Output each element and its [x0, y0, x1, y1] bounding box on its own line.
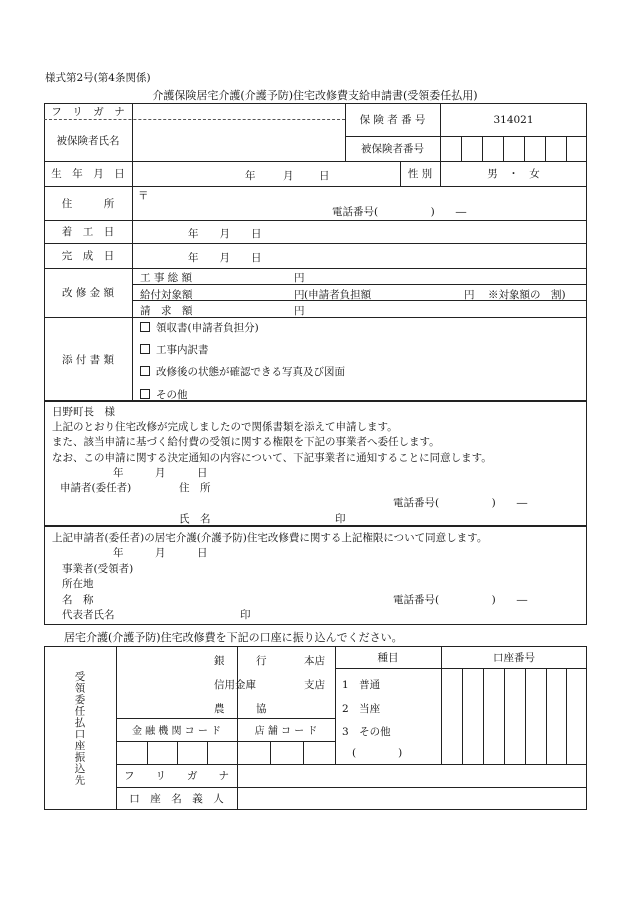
completion-date: 年 月 日 [188, 252, 262, 264]
branch-label: 支店 [304, 679, 325, 691]
type-other[interactable]: 3 その他 [342, 726, 391, 738]
type-ordinary[interactable]: 1 普通 [342, 679, 381, 691]
provider-phone: 電話番号( ) ― [393, 594, 528, 606]
bank-code-label: 金 融 機 関 コ ー ド [131, 726, 222, 737]
ratio-note: ※対象額の 割) [488, 289, 566, 301]
account-holder-label: 口 座 名 義 人 [129, 793, 224, 805]
consent-date: 年 月 日 [113, 547, 208, 559]
insurer-number-label: 保 険 者 番 号 [359, 114, 426, 126]
application-line-1: 上記のとおり住宅改修が完成しましたので関係書類を添えて申請します。 [52, 421, 398, 433]
form-number: 様式第2号(第4条関係) [45, 72, 151, 84]
provider-name: 名 称 [62, 594, 94, 606]
applicant-label: 申請者(委任者) [60, 482, 132, 494]
address-phone: 電話番号( ) ― [332, 206, 467, 218]
billing-yen: 円 [294, 305, 305, 317]
attachment-receipt[interactable]: 領収書(申請者負担分) [140, 320, 259, 335]
bank-instruction: 居宅介護(介護予防)住宅改修費を下記の口座に振り込んでください。 [64, 631, 403, 644]
attachment-other[interactable]: その他 [140, 387, 188, 402]
attachment-breakdown[interactable]: 工事内訳書 [140, 342, 209, 357]
type-other-paren: ( ) [352, 747, 403, 759]
checkbox-icon[interactable] [140, 322, 150, 332]
form-title: 介護保険居宅介護(介護予防)住宅改修費支給申請書(受領委任払用) [152, 89, 478, 102]
consent-text: 上記申請者(委任者)の居宅介護(介護予防)住宅改修費に関する上記権限について同意します。 [52, 532, 488, 544]
total-yen: 円 [294, 272, 305, 284]
account-number-label: 口座番号 [493, 651, 535, 664]
start-date: 年 月 日 [188, 228, 262, 240]
application-line-3: なお、この申請に関する決定通知の内容について、下記事業者に通知することに同意します。 [52, 452, 492, 464]
account-type-label: 種目 [377, 651, 399, 664]
completion-date-label: 完 成 日 [61, 250, 115, 262]
applicant-address-label: 住 所 [179, 482, 211, 494]
start-date-label: 着 工 日 [61, 226, 115, 238]
birth-day: 日 [319, 170, 330, 182]
birth-month: 月 [283, 170, 294, 182]
insured-number-label: 被保険者番号 [361, 143, 424, 155]
furigana-label: フ リ ガ ナ [51, 105, 125, 118]
head-office-label: 本店 [304, 655, 325, 667]
benefit-yen: 円 [294, 289, 305, 301]
application-line-2: また、該当申請に基づく給付費の受領に関する権限を下記の事業者へ委任します。 [52, 436, 440, 448]
self-pay-yen: 円 [464, 289, 475, 301]
birthdate-label: 生 年 月 日 [51, 168, 125, 180]
amount-label: 改 修 金 額 [61, 287, 114, 299]
billing-label: 請 求 額 [140, 305, 193, 317]
postal-mark: 〒 [138, 190, 149, 202]
type-current[interactable]: 2 当座 [342, 703, 381, 715]
sex-label: 性 別 [407, 168, 433, 180]
insured-name-field[interactable] [134, 106, 342, 158]
benefit-label: 給付対象額 [140, 289, 193, 301]
sex-options[interactable]: 男 ・ 女 [487, 168, 540, 180]
insured-name-label: 被保険者氏名 [56, 134, 120, 147]
store-code-label: 店 舗 コ ー ド [254, 726, 318, 737]
self-pay-label: (申請者負担額 [304, 289, 372, 301]
attachments-label: 添 付 書 類 [61, 353, 114, 366]
attachment-photos[interactable]: 改修後の状態が確認できる写真及び図面 [140, 364, 345, 379]
checkbox-icon[interactable] [140, 344, 150, 354]
applicant-name-label: 氏 名 [179, 513, 211, 525]
bank-side-label: 受領委任払口座振込先 [73, 670, 86, 786]
checkbox-icon[interactable] [140, 366, 150, 376]
total-label: 工 事 総 額 [140, 272, 193, 284]
checkbox-icon[interactable] [140, 389, 150, 399]
applicant-phone: 電話番号( ) ― [393, 497, 528, 509]
applicant-seal: 印 [335, 513, 346, 525]
provider-seal: 印 [240, 609, 251, 621]
address-label: 住 所 [61, 197, 115, 210]
provider-rep: 代表者氏名 [62, 609, 115, 621]
bank-furigana-label: フ リ ガ ナ [124, 770, 229, 782]
nokyo-label: 農 協 [214, 703, 267, 715]
provider-location: 所在地 [62, 578, 94, 590]
insurer-number: 314021 [493, 113, 534, 126]
provider-label: 事業者(受領者) [62, 563, 134, 575]
application-date: 年 月 日 [113, 467, 208, 479]
birth-year: 年 [245, 170, 256, 182]
addressee: 日野町長 様 [52, 406, 115, 418]
bank-label: 銀 行 [214, 655, 267, 667]
shinkin-label: 信用金庫 [214, 679, 256, 691]
